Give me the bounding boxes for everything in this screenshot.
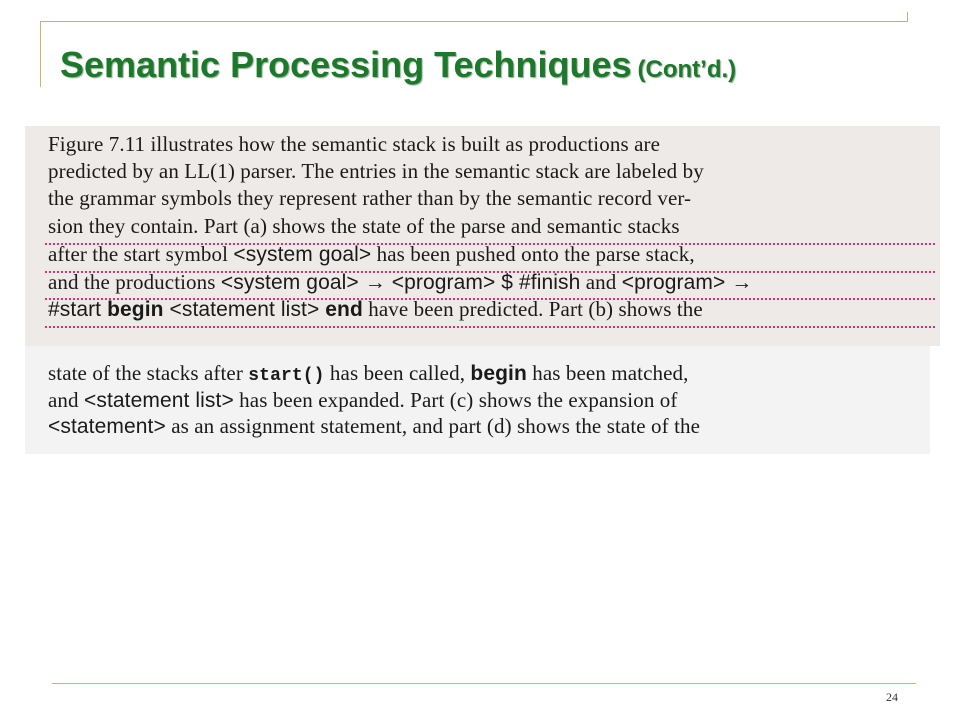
- excerpt-line: [48, 132, 660, 157]
- slide-title-suffix: (Cont’d.): [637, 56, 737, 83]
- excerpt-segment: and the productions: [48, 270, 221, 294]
- excerpt-line: [48, 186, 691, 211]
- excerpt-segment: and: [48, 388, 84, 412]
- excerpt-segment: has been pushed onto the parse stack,: [371, 242, 695, 266]
- excerpt-segment: sion they contain. Part (a) shows the state of the parse and semantic stacks: [48, 214, 680, 238]
- excerpt-segment: <statement>: [48, 415, 166, 438]
- excerpt-line: [48, 297, 703, 322]
- footer-divider: [52, 683, 916, 684]
- highlight-dotted-line: [45, 298, 935, 300]
- excerpt-segment: <program> →: [621, 271, 753, 294]
- excerpt-line: [48, 270, 752, 295]
- excerpt-segment: begin: [107, 298, 164, 321]
- excerpt-segment: as an assignment statement, and part (d) shows the state of the: [165, 414, 701, 438]
- excerpt-segment: <system goal> → <program> $ #finish: [220, 271, 581, 294]
- excerpt-line: [48, 242, 695, 267]
- excerpt-line: [48, 414, 700, 439]
- excerpt-segment: begin: [470, 362, 527, 385]
- excerpt-segment: Figure 7.11 illustrates how the semantic stack is built as productions are: [48, 132, 661, 156]
- right-frame-tick: [907, 12, 908, 22]
- excerpt-line: [48, 388, 677, 413]
- excerpt-segment: predicted by an LL(1) parser. The entries in the semantic stack are labeled by: [48, 159, 704, 183]
- excerpt-segment: <system goal>: [233, 243, 372, 266]
- excerpt-segment: <statement list>: [83, 389, 234, 412]
- excerpt-segment: end: [325, 298, 363, 321]
- excerpt-segment: has been expanded. Part (c) shows the expansion of: [233, 388, 678, 412]
- highlight-dotted-line: [45, 243, 935, 245]
- top-frame-line: [40, 21, 908, 22]
- excerpt-segment: has been called,: [324, 361, 471, 385]
- excerpt-segment: #start: [48, 298, 108, 321]
- highlight-dotted-line: [45, 326, 935, 328]
- excerpt-line: [48, 159, 704, 184]
- excerpt-segment: start(): [248, 366, 325, 386]
- left-frame-line: [40, 21, 41, 87]
- highlight-dotted-line: [45, 271, 935, 273]
- excerpt-segment: <statement list>: [163, 298, 326, 321]
- scanned-excerpt-upper: [25, 126, 940, 346]
- excerpt-line: [48, 361, 688, 386]
- excerpt-segment: have been predicted. Part (b) shows the: [362, 297, 703, 321]
- excerpt-segment: has been matched,: [526, 361, 689, 385]
- slide-title: [60, 44, 736, 86]
- excerpt-segment: after the start symbol: [48, 242, 234, 266]
- scanned-excerpt-lower: [25, 346, 930, 454]
- slide-title-main: Semantic Processing Techniques: [60, 44, 632, 85]
- excerpt-segment: and: [580, 270, 622, 294]
- excerpt-line: [48, 214, 680, 239]
- page-number: 24: [886, 690, 898, 704]
- excerpt-segment: the grammar symbols they represent rather than by the semantic record ver-: [48, 186, 692, 210]
- excerpt-segment: state of the stacks after: [48, 361, 249, 385]
